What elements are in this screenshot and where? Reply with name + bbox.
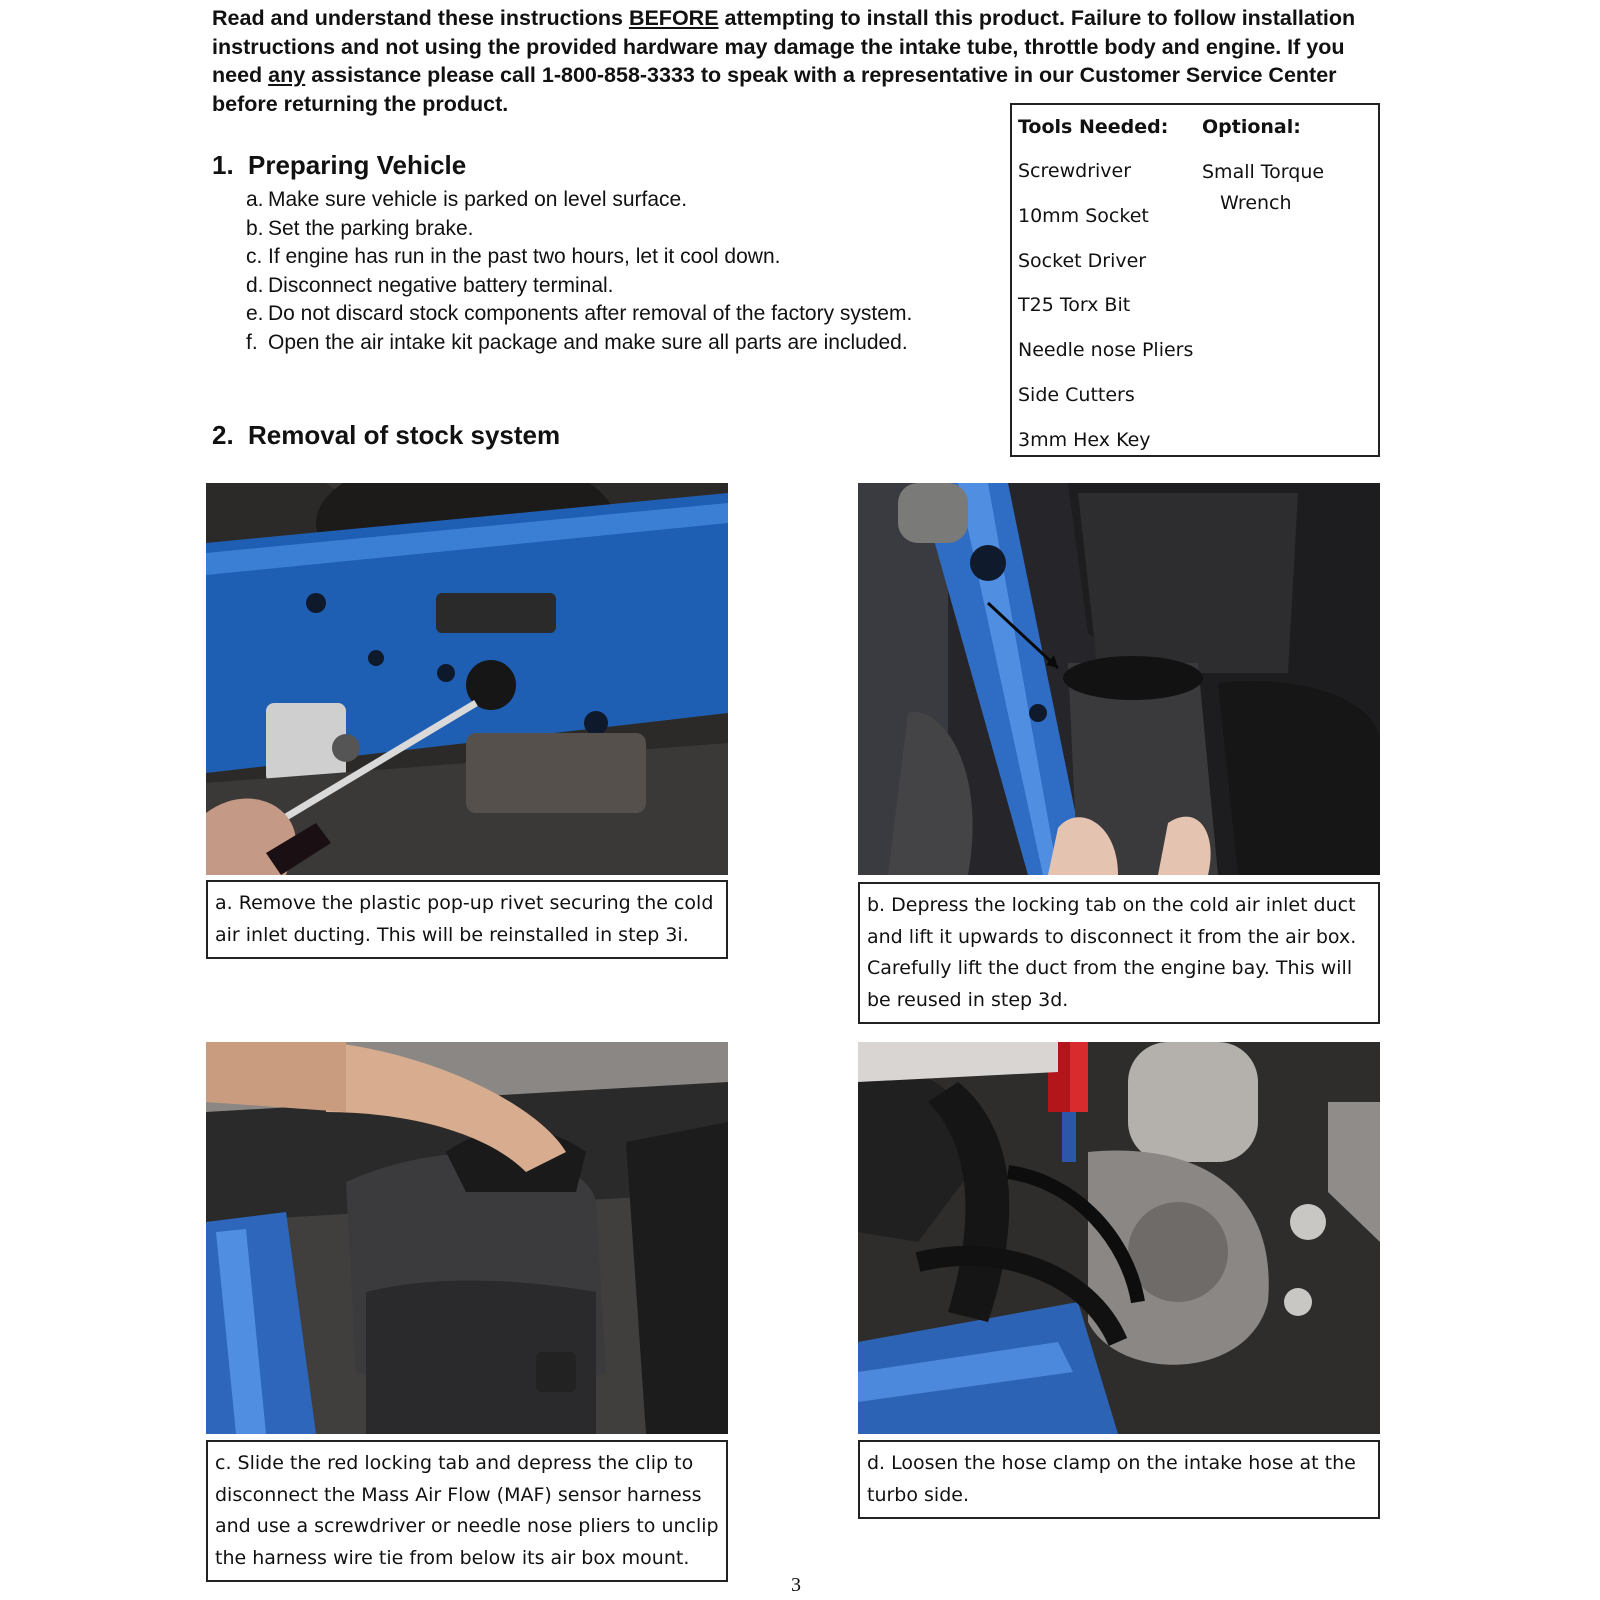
section-1-heading [212,150,466,181]
section-2-title: Removal of stock system [248,420,561,450]
section-2-number: 2. [212,420,234,450]
step-item [246,272,912,301]
optional-tool-line-1: Small Torque [1202,161,1325,183]
tool-item: Socket Driver [1018,249,1147,272]
tool-item: T25 Torx Bit [1018,294,1131,317]
step-item [246,329,912,358]
step-letter: e. [246,302,264,326]
photo-step-d [858,1042,1380,1434]
step-item [246,243,912,272]
intro-part-2: attempting to install this product. Failure to follow installation instructions and not using the provided hardware may damage the intake tube, throttle body and engine. If you need [212,6,1356,87]
tools-needed-header: Tools Needed: [1018,116,1169,138]
photo-step-b [858,483,1380,875]
tool-item: Side Cutters [1018,383,1135,406]
tool-item: 10mm Socket [1018,204,1149,227]
optional-tool-item [1202,157,1372,219]
step-item [246,215,912,244]
tool-item: 3mm Hex Key [1018,428,1151,451]
step-item [246,300,912,329]
step-letter: f. [246,330,258,354]
tools-optional-header: Optional: [1202,116,1301,138]
step-letter: a. [246,188,264,211]
intro-part-1: Read and understand these instructions [212,6,629,30]
step-text: Open the air intake kit package and make sure all parts are included. [268,330,908,354]
tools-needed-column [1018,113,1193,471]
photo-step-a [206,483,728,875]
tool-item: Needle nose Pliers [1018,339,1194,362]
section-1-number: 1. [212,150,234,180]
photo-step-c [206,1042,728,1434]
intro-any-emphasis: any [268,63,306,87]
intro-warning [212,4,1382,118]
step-letter: d. [246,273,264,297]
step-letter: c. [246,245,263,269]
step-text: Disconnect negative battery terminal. [268,273,614,297]
step-text: Do not discard stock components after removal of the factory system. [268,302,913,326]
intro-before-emphasis: BEFORE [628,6,719,30]
step-text: If engine has run in the past two hours, let it cool down. [268,245,781,269]
tools-needed-box [1010,103,1380,457]
preparation-steps [246,186,912,358]
optional-tool-line-2: Wrench [1220,192,1292,214]
caption-step-c: c. Slide the red locking tab and depress the clip to disconnect the Mass Air Flow (MAF) sensor harness and use a screwdriver or needle nose pliers to unclip the harness wire tie from below its air box mount. [206,1440,728,1582]
tool-item: Screwdriver [1018,160,1132,182]
caption-step-d: d. Loosen the hose clamp on the intake hose at the turbo side. [858,1440,1380,1519]
page-number: 3 [791,1574,801,1596]
section-2-heading [212,420,560,451]
tools-optional-column [1202,113,1372,219]
section-1-title: Preparing Vehicle [248,150,467,180]
step-letter: b. [246,216,264,240]
step-item [246,186,912,215]
caption-step-a: a. Remove the plastic pop-up rivet securing the cold air inlet ducting. This will be reinstalled in step 3i. [206,880,728,959]
caption-step-b: b. Depress the locking tab on the cold air inlet duct and lift it upwards to disconnect it from the air box. Carefully lift the duct from the engine bay. This will be reused in step 3d. [858,882,1380,1024]
intro-part-3: assistance please call 1-800-858-3333 to speak with a representative in our Customer Service Center before returning the product. [212,63,1337,116]
step-text: Set the parking brake. [268,216,474,240]
step-text: Make sure vehicle is parked on level surface. [268,188,688,211]
